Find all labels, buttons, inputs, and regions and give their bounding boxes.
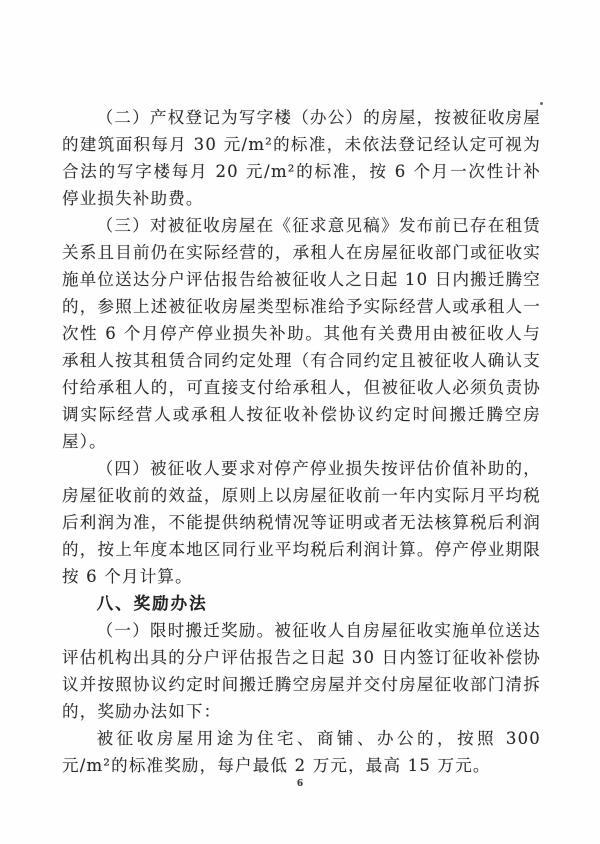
paragraph-reward-standard: 被征收房屋用途为住宅、商铺、办公的，按照 300 元/m²的标准奖励，每户最低 2 万元，最高 15 万元。 <box>62 729 541 775</box>
paragraph-compensation-office-building: （二）产权登记为写字楼（办公）的房屋，按被征收房屋的建筑面积每月 30 元/m²的标准，未依法登记经认定可视为合法的写字楼每月 20 元/m²的标准，按 6 个月一次性计补停业损失补助费。 <box>62 108 541 208</box>
paragraph-lease-relationship: （三）对被征收房屋在《征求意见稿》发布前已存在租赁关系且目前仍在实际经营的，承租人在房屋征收部门或征收实施单位送达分户评估报告给被征收人之日起 10 日内搬迁腾空的，参照上述被征收房屋类型标准给予实际经营人或承租人一次性 6 个月停产停业损失补助。其他有关费用由被征收人与承租人按其租赁合同约定处理（有合同约定且被征收人确认支付给承租人的，可直接支付给承租人，但被征收人必须负责协调实际经营人或承租人按征收补偿协议约定时间搬迁腾空房屋）。 <box>62 216 541 451</box>
paragraph-loss-assessment: （四）被征收人要求对停产停业损失按评估价值补助的，房屋征收前的效益，原则上以房屋征收前一年内实际月平均税后利润为准，不能提供纳税情况等证明或者无法核算税后利润的，按上年度本地区同行业平均税后利润计算。停产停业期限按 6 个月计算。 <box>62 459 541 586</box>
paragraph-timely-relocation-reward: （一）限时搬迁奖励。被征收人自房屋征收实施单位送达评估机构出具的分户评估报告之日起 30 日内签订征收补偿协议并按照协议约定时间搬迁腾空房屋并交付房屋征收部门清拆的，奖励办法如下： <box>62 621 541 721</box>
document-body <box>62 104 541 779</box>
section-heading-reward-measures: 八、奖励办法 <box>96 594 208 613</box>
page-number: 6 <box>296 779 304 789</box>
